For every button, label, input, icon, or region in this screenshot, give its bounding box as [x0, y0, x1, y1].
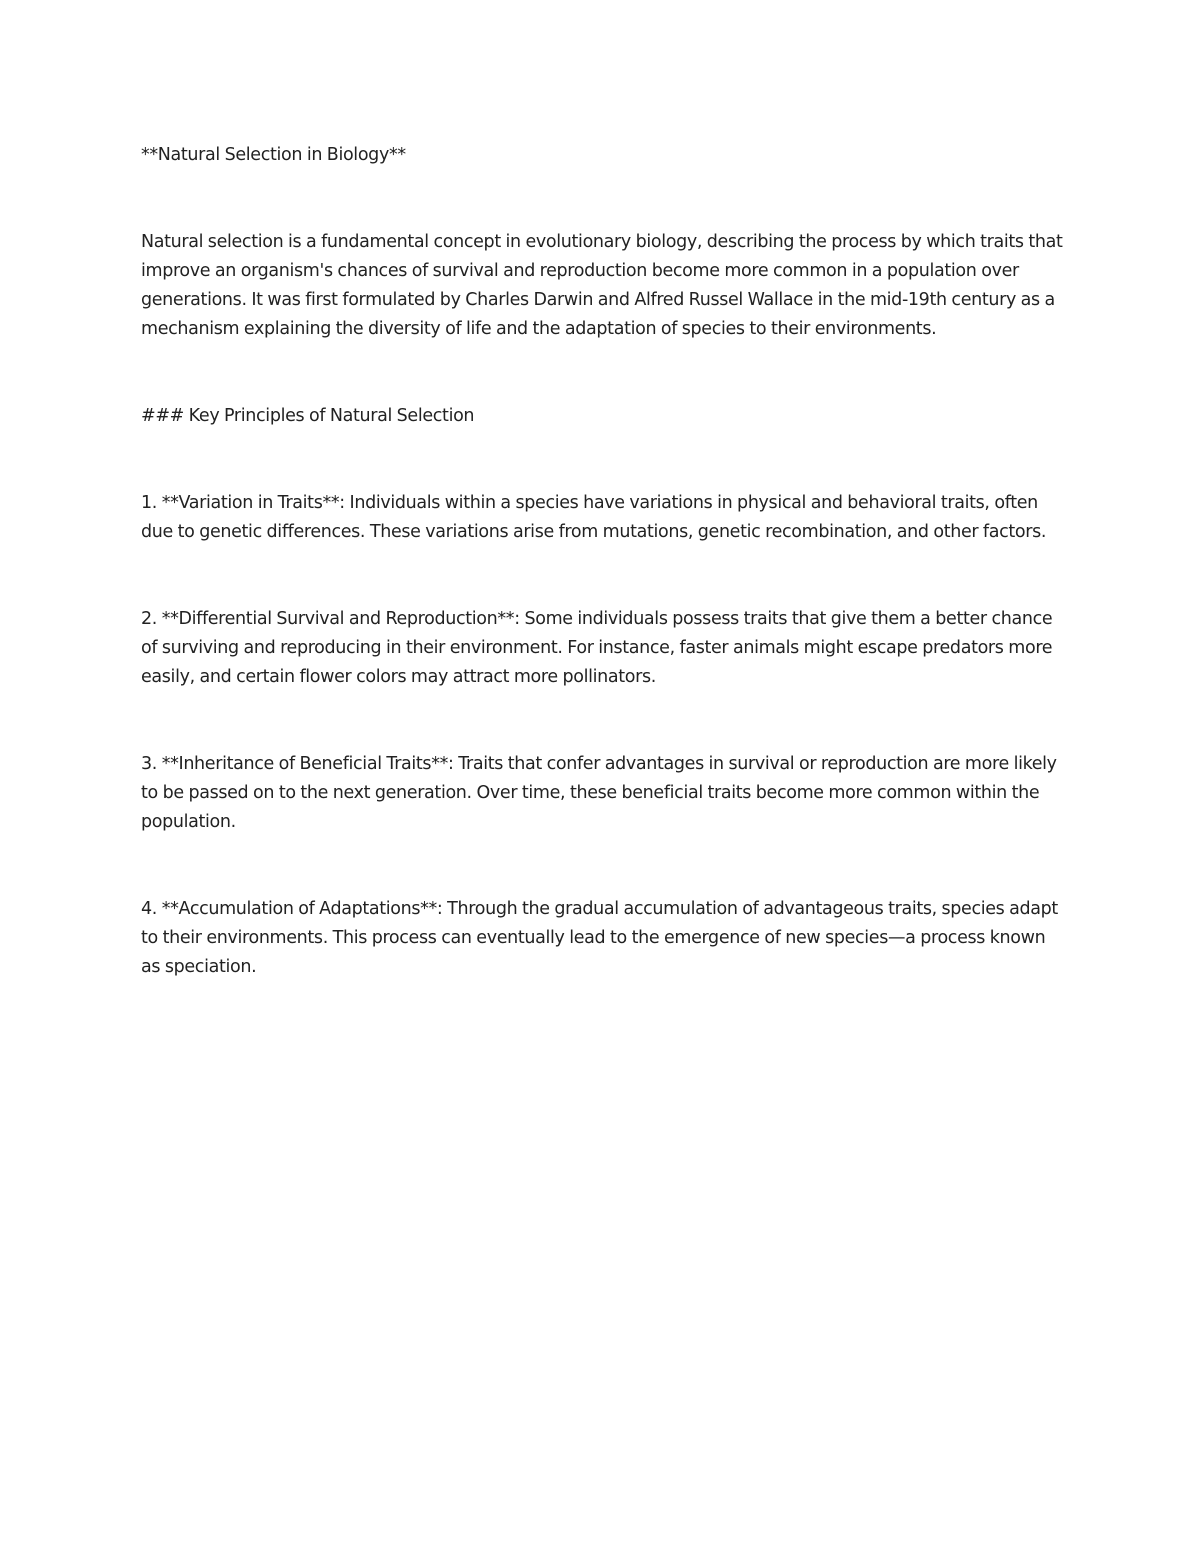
- principle-item: 3. **Inheritance of Beneficial Traits**: Traits that confer advantages in survival or reproduction are more likely to be passed on to the next generation. Over time, these beneficial traits become more common within the population.: [141, 754, 1057, 832]
- principle-item: 2. **Differential Survival and Reproduction**: Some individuals possess traits that give them a better chance of surviving and reproducing in their environment. For instance, faster animals might escape predators more easily, and certain flower colors may attract more pollinators.: [141, 609, 1053, 687]
- principle-item: 4. **Accumulation of Adaptations**: Through the gradual accumulation of advantageous traits, species adapt to their environments. This process can eventually lead to the emergence of new species—a process known as speciation.: [141, 899, 1058, 977]
- principle-item: 1. **Variation in Traits**: Individuals within a species have variations in physical and behavioral traits, often due to genetic differences. These variations arise from mutations, genetic recombination, and other factors.: [141, 493, 1047, 542]
- document-body: [141, 141, 1066, 982]
- document-title: **Natural Selection in Biology**: [141, 145, 406, 165]
- section-heading: ### Key Principles of Natural Selection: [141, 406, 475, 426]
- intro-paragraph: Natural selection is a fundamental concept in evolutionary biology, describing the process by which traits that improve an organism's chances of survival and reproduction become more common in a population over generations. It was first formulated by Charles Darwin and Alfred Russel Wallace in the mid-19th century as a mechanism explaining the diversity of life and the adaptation of species to their environments.: [141, 232, 1063, 339]
